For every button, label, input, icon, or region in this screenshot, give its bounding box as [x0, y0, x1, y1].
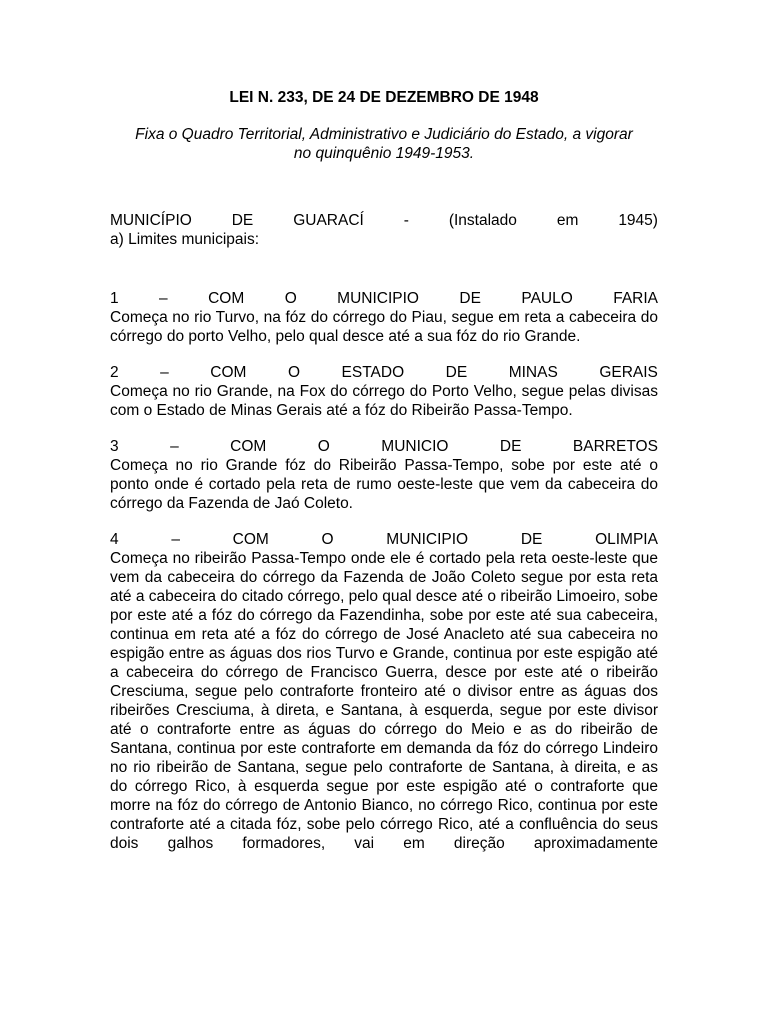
heading-word: BARRETOS [572, 438, 658, 455]
limit-section-3 [110, 437, 658, 513]
heading-word: 2 [110, 364, 119, 381]
heading-word: (Instalado [448, 212, 517, 229]
municipio-block [110, 211, 658, 249]
heading-word: PAULO [521, 290, 573, 307]
heading-word: OLIMPIA [595, 531, 658, 548]
limits-label: a) Limites municipais: [110, 231, 260, 248]
heading-word: – [160, 364, 169, 381]
document-subtitle: Fixa o Quadro Territorial, Administrativo e Judiciário do Estado, a vigorar no quinquênio 1949-1953. [135, 126, 633, 162]
heading-word: MINAS [508, 364, 558, 381]
heading-word: MUNICIPIO [337, 290, 419, 307]
heading-word: 1945) [618, 212, 658, 229]
section-body: Começa no rio Grande, na Fox do córrego do Porto Velho, segue pelas divisas com o Estado de Minas Gerais até a fóz do Ribeirão Passa-Tempo. [110, 383, 658, 419]
heading-word: – [171, 531, 180, 548]
heading-word: COM [208, 290, 245, 307]
heading-word: COM [232, 531, 269, 548]
heading-word: DE [459, 290, 481, 307]
heading-word: – [170, 438, 179, 455]
section-body: Começa no rio Grande fóz do Ribeirão Passa-Tempo, sobe por este até o ponto onde é cortado pela reta de rumo oeste-leste que vem da cabeceira do córrego da Fazenda de Jaó Coleto. [110, 457, 658, 512]
limit-section-1 [110, 289, 658, 346]
limit-section-2 [110, 363, 658, 420]
heading-word: DE [231, 212, 254, 229]
heading-word: COM [230, 438, 267, 455]
heading-word: em [556, 212, 579, 229]
section-heading [110, 530, 658, 549]
heading-word: MUNICIPIO [386, 531, 469, 548]
heading-word: MUNICIO [381, 438, 449, 455]
heading-word: DE [520, 531, 543, 548]
heading-word: COM [210, 364, 247, 381]
heading-word: DE [499, 438, 522, 455]
heading-word: O [287, 364, 301, 381]
heading-word: DE [445, 364, 468, 381]
heading-word: O [317, 438, 330, 455]
heading-word: - [403, 212, 409, 229]
section-body: Começa no ribeirão Passa-Tempo onde ele é cortado pela reta oeste-leste que vem da cabeceira do córrego da Fazenda de João Coleto segue por esta reta até a cabeceira do citado córrego, pelo qual desce até o ribeirão Limoeiro, sobe por este até a fóz do córrego da Fazendinha, sobe por este até sua cabeceira, continua em reta até a fóz do córrego de José Anacleto até sua cabeceira no espigão entre as águas dos rios Turvo e Grande, continua por este espigão até a cabeceira do córrego de Francisco Guerra, desce por este até o ribeirão Cresciuma, segue pelo contraforte fronteiro até o divisor entre as águas dos ribeirões Cresciuma, à direta, e Santana, à esquerda, segue por este divisor até o contraforte entre as águas do córrego do Meio e as do ribeirão de Santana, continua por este contraforte em demanda da fóz do córrego Lindeiro no rio ribeirão de Santana, segue pelo contraforte de Santana, à direita, e as do córrego Rico, à esquerda segue por este espigão até o contraforte que morre na fóz do córrego de Antonio Bianco, no córrego Rico, continua por este contraforte até a citada fóz, sobe pelo córrego Rico, até a confluência do seus dois galhos formadores, vai em direção aproximadamente [110, 550, 659, 852]
section-body: Começa no rio Turvo, na fóz do córrego do Piau, segue em reta a cabeceira do córrego do porto Velho, pelo qual desce até a sua fóz do rio Grande. [110, 309, 658, 345]
heading-word: MUNICÍPIO [110, 212, 192, 229]
heading-word: – [159, 290, 168, 307]
section-heading [110, 363, 658, 382]
municipio-heading [110, 211, 658, 230]
heading-word: GERAIS [599, 364, 658, 381]
heading-word: O [284, 290, 297, 307]
heading-word: FARIA [613, 290, 658, 307]
heading-word: 3 [110, 438, 119, 455]
heading-word: GUARACÍ [293, 212, 364, 229]
heading-word: 4 [110, 531, 119, 548]
heading-word: O [321, 531, 334, 548]
document-title: LEI N. 233, DE 24 DE DEZEMBRO DE 1948 [229, 89, 539, 106]
heading-word: 1 [110, 290, 119, 307]
section-heading [110, 289, 658, 308]
section-heading [110, 437, 658, 456]
limit-section-4 [110, 530, 658, 853]
heading-word: ESTADO [341, 364, 405, 381]
